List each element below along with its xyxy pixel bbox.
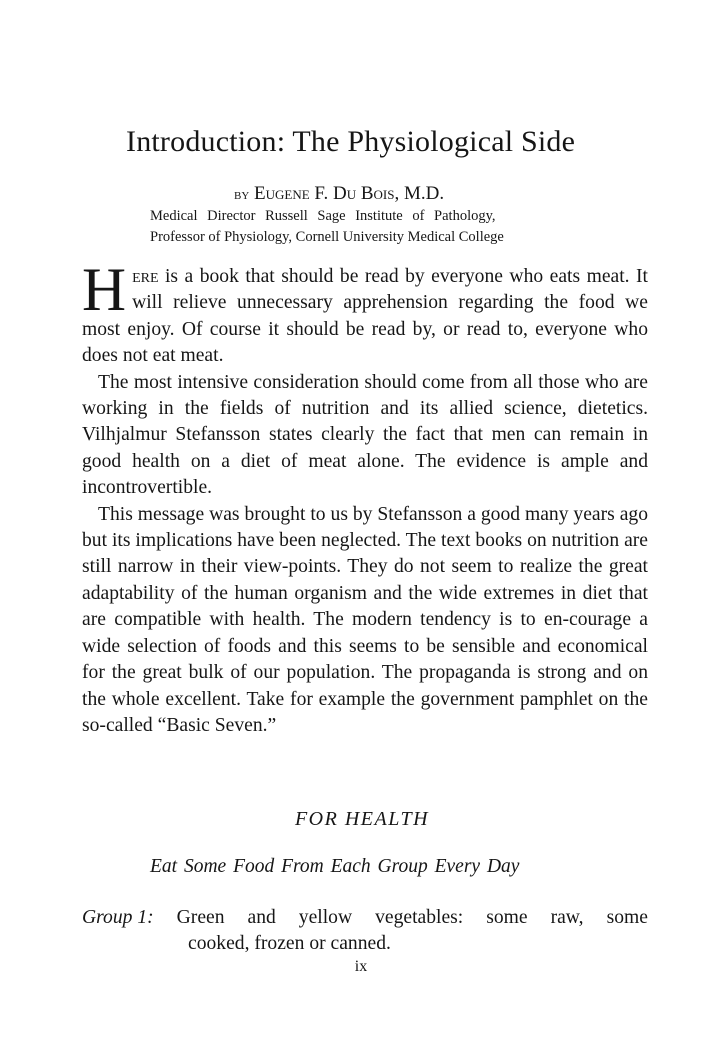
- paragraph-3: This message was brought to us by Stefansson a good many years ago but its implications have been neglected. The text books on nutrition are still narrow in their view-points. They do not seem to realize the great adaptability of the human organism and the wide extremes in diet that are compatible with health. The modern tendency is to en-courage a wide selection of foods and this seems to be sensible and economical for the great bulk of our population. The propaganda is strong and on the whole excellent. Take for example the government pamphlet on the so-called “Basic Seven.”: [82, 503, 648, 736]
- byline: [234, 182, 444, 207]
- page-number: ix: [354, 958, 368, 975]
- food-group-word: raw,: [550, 907, 584, 928]
- food-group-word: yellow: [298, 907, 353, 928]
- food-group-line-1: [82, 905, 648, 931]
- paragraph-lead-in: ere: [132, 266, 159, 287]
- food-group-word: and: [247, 907, 276, 928]
- chapter-title: Introduction: The Physiological Side: [126, 125, 576, 158]
- section-subheading: Eat Some Food From Each Group Every Day: [150, 856, 520, 877]
- paragraph-1-text: is a book that should be read by everyone who eats meat. It will relieve unnecessary apprehension regarding the food we most enjoy. Of course it should be read by, or read to, everyone who does not eat meat.: [82, 266, 648, 367]
- food-group-word: vegetables:: [375, 907, 464, 928]
- paragraph-1: [82, 257, 648, 370]
- author-affiliation-line-1: Medical Director Russell Sage Institute of Pathology,: [150, 208, 496, 224]
- byline-prefix: by: [234, 187, 250, 203]
- food-group-1: [82, 905, 648, 957]
- author-name: Eugene F. Du Bois, M.D.: [254, 183, 445, 204]
- food-group-word: Green: [176, 907, 225, 928]
- section-heading: FOR HEALTH: [294, 808, 430, 830]
- food-group-word: some: [606, 907, 648, 928]
- author-affiliation-line-2: Professor of Physiology, Cornell University Medical College: [150, 229, 504, 245]
- food-group-line-2: cooked, frozen or canned.: [188, 933, 391, 954]
- food-group-label: Group 1:: [82, 907, 154, 928]
- drop-cap: H: [82, 257, 127, 324]
- body-text: [82, 257, 648, 739]
- paragraph-2: The most intensive consideration should come from all those who are working in the fields of nutrition and its allied science, dietetics. Vilhjalmur Stefansson states clearly the fact that men can remain in good health on a diet of meat alone. The evidence is ample and incontrovertible.: [82, 371, 648, 499]
- food-group-word: some: [486, 907, 528, 928]
